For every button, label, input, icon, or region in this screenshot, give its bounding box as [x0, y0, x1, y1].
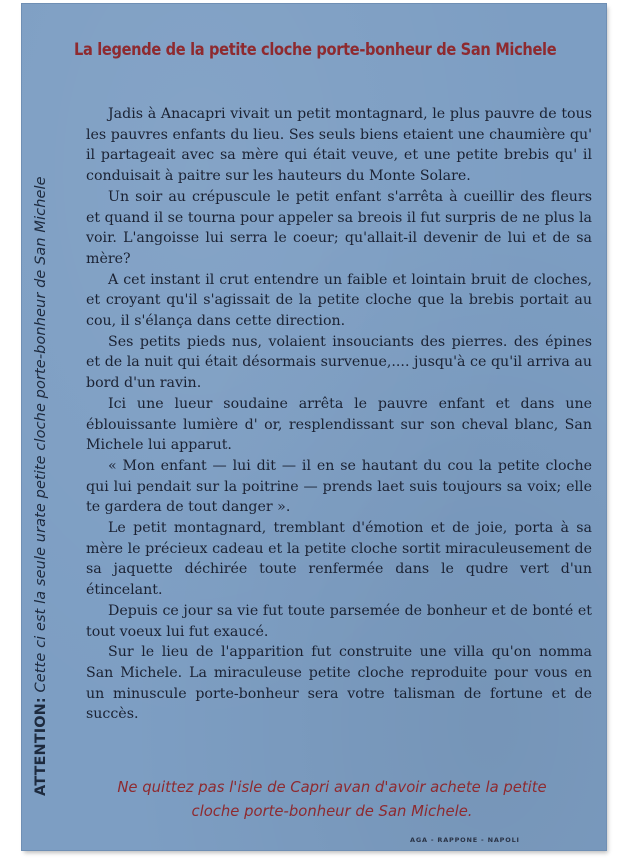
paragraph: Un soir au crépuscule le petit enfant s'arrêta à cueillir des fleurs et quand il se tourna pour appeler sa breois il fut surpris de ne plus la voir. L'angoisse lui serra le coeur; qu'allait-il devenir de lui et de sa mère?	[86, 188, 592, 267]
side-note	[33, 66, 49, 796]
paragraph: Depuis ce jour sa vie fut toute parsemée de bonheur et de bonté et tout voeux lui fut exaucé.	[86, 602, 592, 640]
side-note-text: Cette ci est la seule urate petite cloche porte-bonheur de San Michele	[33, 176, 49, 693]
paragraph: Le petit montagnard, tremblant d'émotion et de joie, porta à sa mère le précieux cadeau et la petite cloche sortit miraculeusement de sa jaquette déchirée toute renfermée dans le qudre vert d'un étincelant.	[86, 520, 592, 599]
paragraph: Ici une lueur soudaine arrêta le pauvre enfant et dans une éblouissante lumière d' or, resplendissant sur son cheval blanc, San Michele lui apparut.	[86, 395, 592, 454]
printer-mark: AGA - RAPPONE - NAPOLI	[410, 836, 520, 844]
footer-line: cloche porte-bonheur de San Michele.	[191, 803, 473, 820]
postcard	[22, 4, 606, 850]
paragraph: « Mon enfant — lui dit — il en se hautant du cou la petite cloche qui lui pendait sur la poitrine — prends laet suis toujours sa voix; elle te gardera de tout danger ».	[86, 457, 592, 516]
side-note-label: ATTENTION:	[33, 697, 49, 796]
paragraph: Sur le lieu de l'apparition fut construite une villa qu'on nomma San Michele. La miraculeuse petite cloche reproduite pour vous en un minuscule porte-bonheur sera votre talisman de fortune et de succès.	[86, 644, 592, 723]
legend-text	[86, 104, 592, 725]
footer-note	[62, 776, 602, 824]
paragraph: A cet instant il crut entendre un faible et lointain bruit de cloches, et croyant qu'il s'agissait de la petite cloche que la brebis portait au cou, il s'élança dans cette direction.	[86, 271, 592, 330]
paragraph: Ses petits pieds nus, volaient insouciants des pierres. des épines et de la nuit qui était désormais survenue,.... jusqu'à ce qu'il arriva au bord d'un ravin.	[86, 333, 592, 392]
card-title: La legende de la petite cloche porte-bonheur de San Michele	[74, 40, 557, 60]
paragraph: Jadis à Anacapri vivait un petit montagnard, le plus pauvre de tous les pauvres enfants du lieu. Ses seuls biens etaient une chaumière qu' il partageait avec sa mère qui était veuve, et une petite brebis qu' il conduisait à paitre sur les hauteurs du Monte Solare.	[86, 106, 592, 185]
footer-line: Ne quittez pas l'isle de Capri avan d'avoir achete la petite	[117, 779, 547, 796]
